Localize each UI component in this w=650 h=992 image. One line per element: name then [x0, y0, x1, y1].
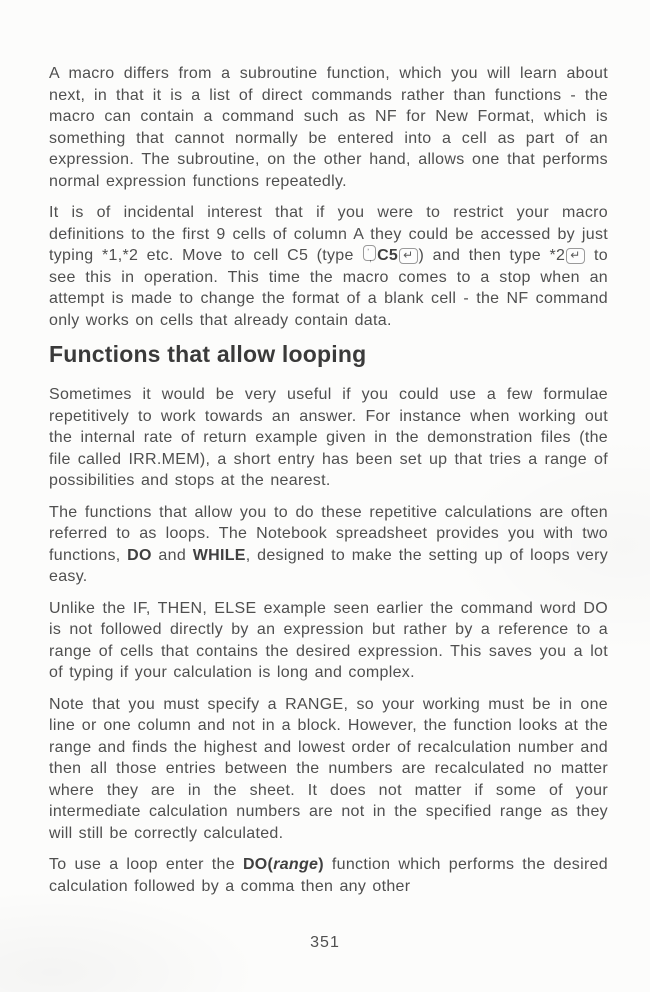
enter-key-icon: ↵ [399, 248, 417, 264]
page-number: 351 [310, 934, 340, 951]
text-run: DO [127, 546, 152, 564]
text-run: Note that you must specify a RANGE, so your working must be in one line or one column and not in a block. However, the function looks at the range and finds the highest and lowest order of recalculation number and then all those entries between the numbers are recalculated no matter where they are in the sheet. It does not matter if some of your intermediate calculation numbers are not in the specified range as they will still be correctly calculated. [49, 695, 608, 842]
text-run: It is of incidental interest that if you were to restrict your macro definitions to the first 9 cells of column A they could be accessed by just typing *1,*2 etc. Move to cell C5 (type [49, 204, 608, 264]
text-run: ) [318, 856, 324, 873]
text-run: Sometimes it would be very useful if you could use a few formulae repetitively to work towards an answer. For instance when working out the internal rate of return example given in the demonstration files (the file called IRR.MEM), a short entry has been set up that tries a range of possibilities and stops at the nearest. [49, 386, 608, 489]
text-run: The functions that allow you to do these repetitive calculations are often referred to as loops. The Notebook spreadsheet provides you with two functions, [49, 503, 608, 564]
text-run: function which performs the desired calculation followed by a comma then any other [49, 856, 608, 895]
paragraph-sometimes-useful [49, 384, 608, 492]
paragraph-unlike-if-then-else [49, 598, 608, 684]
text-run: DO( [242, 856, 274, 873]
text-run: to see this in operation. This time the macro comes to a stop when an attempt is made to change the format of a blank cell - the NF command only works on cells that already contain data. [49, 247, 608, 329]
enter-key-icon: ↵ [566, 248, 584, 264]
text-run: C5 [377, 247, 399, 264]
text-run: Unlike the IF, THEN, ELSE example seen earlier the command word DO is not followed directly by an expression but rather by a reference to a range of cells that contains the desired expression. This saves you a lot of typing if your calculation is long and complex. [49, 599, 608, 681]
text-run: A macro differs from a subroutine function, which you will learn about next, in that it is a list of direct commands rather than functions - the macro can contain a command such as NF for New Format, which is something that cannot normally be entered into a cell as part of an expression. The subroutine, on the other hand, allows one that performs normal expression functions repeatedly. [49, 65, 608, 190]
text-run: To use a loop enter the [49, 856, 243, 873]
paragraph-loops-do-while [49, 502, 608, 588]
cell-pointer-key-icon: $^ʼ$, [363, 245, 376, 261]
paragraph-incidental-interest [49, 202, 608, 331]
text-column [49, 63, 608, 907]
text-run: WHILE [192, 546, 246, 564]
text-run: range [273, 856, 319, 873]
text-run: ) and then type *2 [418, 247, 566, 264]
text-run: , designed to make the setting up of loops very easy. [49, 546, 609, 585]
text-run: and [151, 546, 193, 564]
paragraph-macro-vs-subroutine [49, 63, 608, 192]
paragraph-specify-range [49, 694, 608, 845]
paragraph-use-a-loop [49, 854, 608, 897]
section-heading-looping: Functions that allow looping [49, 341, 367, 367]
